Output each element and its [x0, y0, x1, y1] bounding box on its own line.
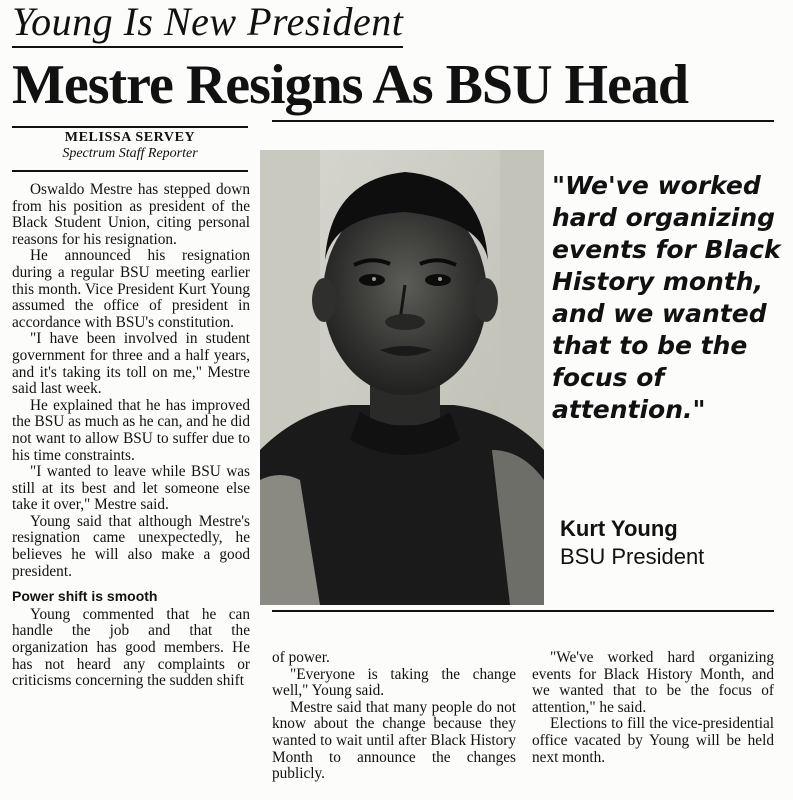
kicker-headline: Young Is New President [12, 0, 403, 48]
paragraph: of power. [272, 649, 330, 666]
paragraph: Oswaldo Mestre has stepped down from his position as president of the Black Student Union, citing personal reasons for his resignation. [12, 181, 250, 248]
subhead: Power shift is smooth [12, 588, 158, 605]
byline-name: MELISSA SERVEY [64, 130, 196, 145]
paragraph: "Everyone is taking the change well," Young said. [272, 665, 516, 700]
headline-rule-left [12, 126, 248, 128]
photo-bottom-rule [272, 610, 774, 612]
byline-rule [12, 170, 248, 172]
paragraph: Elections to fill the vice-presidential office vacated by Young will be held next month. [532, 715, 774, 766]
paragraph: Young commented that he can handle the job and that the organization has good members. He has not heard any complaints or criticisms concerning the sudden shift [12, 605, 250, 690]
article-column-3 [532, 650, 774, 766]
headline-rule-right [272, 120, 774, 122]
quote-attribution-title: BSU President [560, 544, 705, 569]
paragraph: "We've worked hard organizing events for Black History Month, and we wanted that to be the focus of attention," he said. [532, 649, 774, 716]
pull-quote: "We've worked hard organizing events for Black History month, and we wanted that to be the focus of attention." [552, 171, 781, 424]
paragraph: Young said that although Mestre's resignation came unexpectedly, he believes he will also make a good president. [12, 512, 250, 580]
byline-title: Spectrum Staff Reporter [62, 146, 198, 161]
byline [12, 130, 248, 162]
main-headline: Mestre Resigns As BSU Head [12, 54, 689, 116]
paragraph: "I have been involved in student government for three and a half years, and it's taking its toll on me," Mestre said last week. [12, 330, 250, 398]
paragraph: He explained that he has improved the BSU as much as he can, and he did not want to allow BSU to suffer due to his time constraints. [12, 396, 250, 464]
portrait-photo [260, 150, 544, 605]
article-column-1 [12, 182, 250, 690]
paragraph: Mestre said that many people do not know about the change because they wanted to wait until after Black History Month to announce the changes publicly. [272, 698, 516, 783]
paragraph: He announced his resignation during a regular BSU meeting earlier this month. Vice President Kurt Young assumed the office of president in accordance with BSU's constitution. [12, 247, 250, 331]
paragraph: "I wanted to leave while BSU was still at its best and let someone else take it over," Mestre said. [12, 463, 250, 514]
quote-attribution-name: Kurt Young [560, 516, 678, 541]
article-column-2 [272, 650, 516, 783]
